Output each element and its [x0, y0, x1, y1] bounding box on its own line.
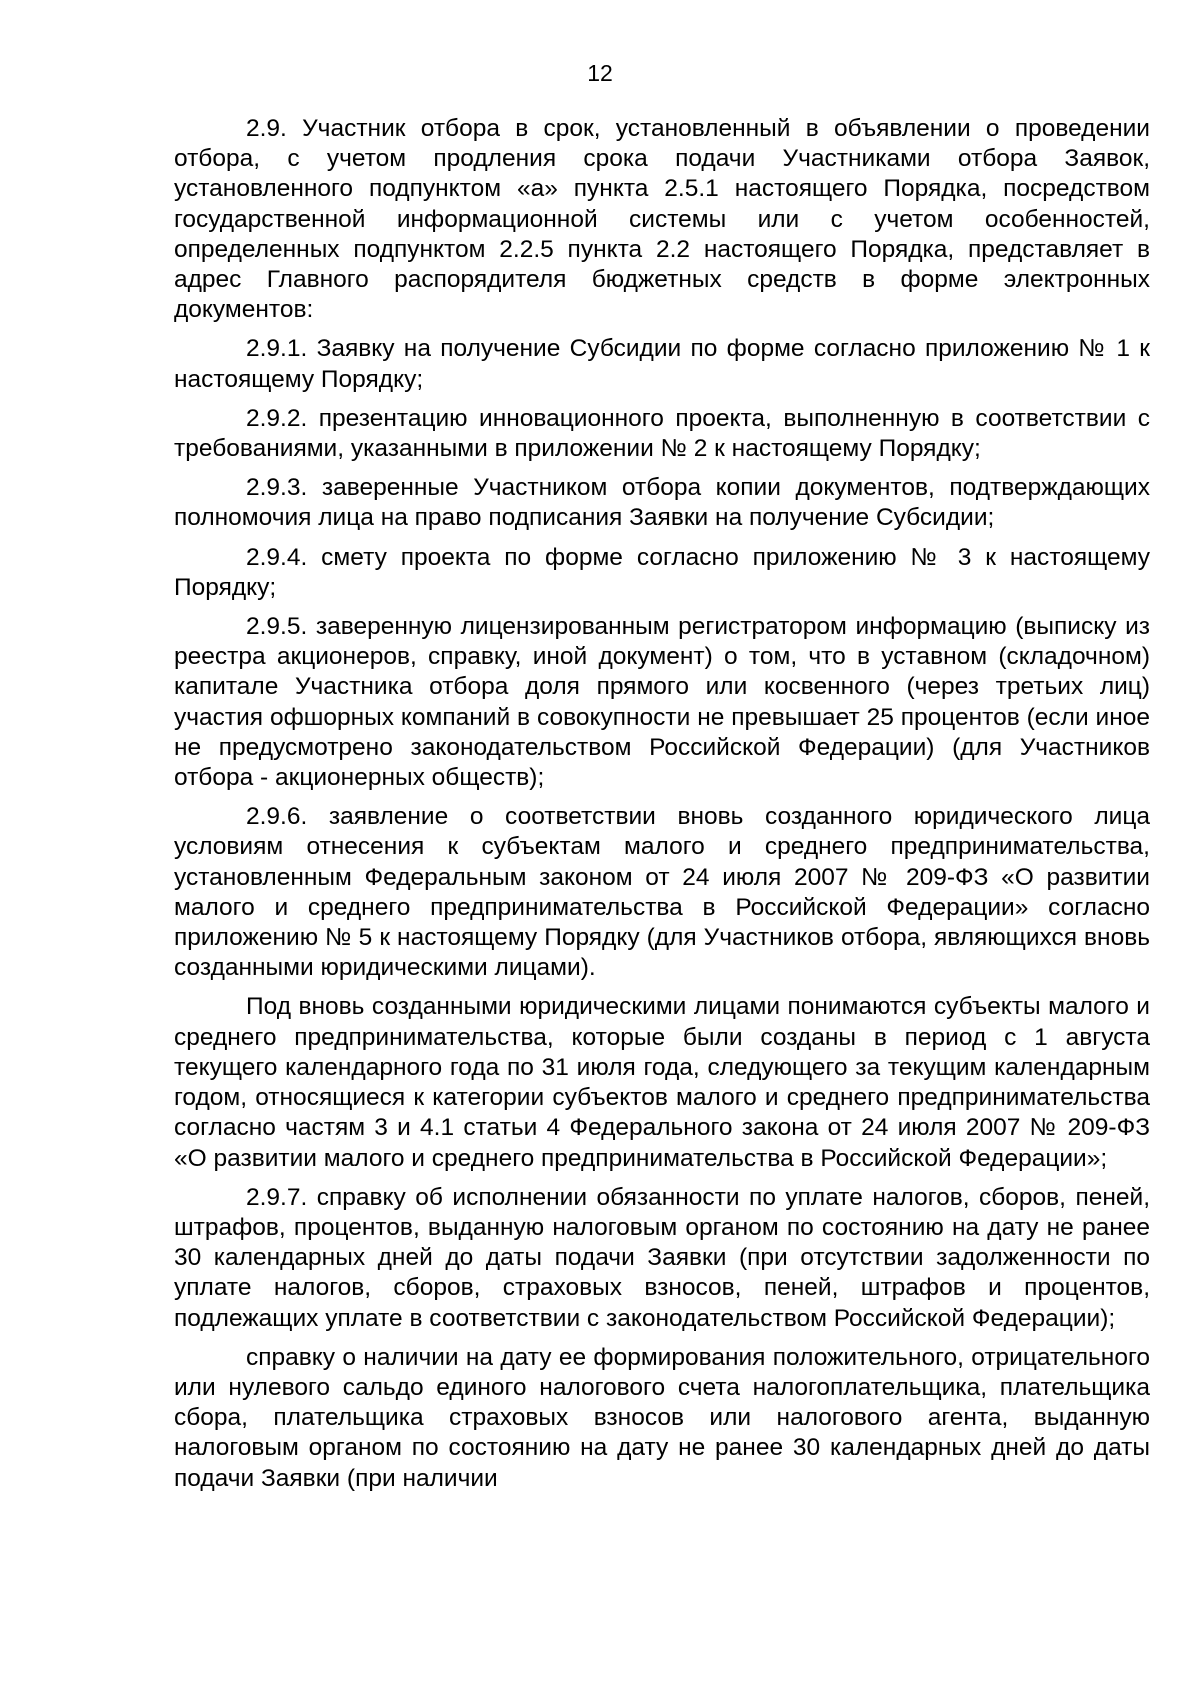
- paragraph-balance-certificate: справку о наличии на дату ее формирования положительного, отрицательного или нулевого сальдо единого налогового счета налогоплательщика, плательщика сбора, плательщика страховых взносов или налогового агента, выданную налоговым органом по состоянию на дату не ранее 30 календарных дней до даты подачи Заявки (при наличии: [174, 1343, 1150, 1492]
- paragraph-2-9-5: 2.9.5. заверенную лицензированным регистратором информацию (выписку из реестра акционеров, справку, иной документ) о том, что в уставном (складочном) капитале Участника отбора доля прямого или косвенного (через третьих лиц) участия офшорных компаний в совокупности не превышает 25 процентов (если иное не предусмотрено законодательством Российской Федерации) (для Участников отбора - акционерных обществ);: [174, 613, 1150, 792]
- paragraph-2-9-6: 2.9.6. заявление о соответствии вновь созданного юридического лица условиям отнесения к субъектам малого и среднего предпринимательства, установленным Федеральным законом от 24 июля 2007 № 209-ФЗ «О развитии малого и среднего предпринимательства в Российской Федерации» согласно приложению № 5 к настоящему Порядку (для Участников отбора, являющихся вновь созданными юридическими лицами).: [174, 803, 1150, 982]
- paragraph-2-9-4: 2.9.4. смету проекта по форме согласно приложению № 3 к настоящему Порядку;: [174, 543, 1150, 601]
- paragraph-new-entities-definition: Под вновь созданными юридическими лицами понимаются субъекты малого и среднего предпринимательства, которые были созданы в период с 1 августа текущего календарного года по 31 июля года, следующего за текущим календарным годом, относящиеся к категории субъектов малого и среднего предпринимательства согласно частям 3 и 4.1 статьи 4 Федерального закона от 24 июля 2007 № 209-ФЗ «О развитии малого и среднего предпринимательства в Российской Федерации»;: [174, 993, 1150, 1172]
- page-number: 12: [587, 60, 613, 86]
- paragraph-2-9-2: 2.9.2. презентацию инновационного проекта, выполненную в соответствии с требованиями, указанными в приложении № 2 к настоящему Порядку;: [174, 404, 1150, 463]
- document-body: [174, 114, 1150, 1494]
- paragraph-2-9-7: 2.9.7. справку об исполнении обязанности по уплате налогов, сборов, пеней, штрафов, процентов, выданную налоговым органом по состоянию на дату не ранее 30 календарных дней до даты подачи Заявки (при отсутствии задолженности по уплате налогов, сборов, страховых взносов, пеней, штрафов и процентов, подлежащих уплате в соответствии с законодательством Российской Федерации);: [174, 1183, 1150, 1332]
- paragraph-2-9-3: 2.9.3. заверенные Участником отбора копии документов, подтверждающих полномочия лица на право подписания Заявки на получение Субсидии;: [174, 474, 1150, 532]
- paragraph-2-9-1: 2.9.1. Заявку на получение Субсидии по форме согласно приложению № 1 к настоящему Порядку;: [174, 335, 1150, 393]
- paragraph-2-9: 2.9. Участник отбора в срок, установленный в объявлении о проведении отбора, с учетом продления срока подачи Участниками отбора Заявок, установленного подпунктом «а» пункта 2.5.1 настоящего Порядка, посредством государственной информационной системы или с учетом особенностей, определенных подпунктом 2.2.5 пункта 2.2 настоящего Порядка, представляет в адрес Главного распорядителя бюджетных средств в форме электронных документов:: [174, 115, 1150, 324]
